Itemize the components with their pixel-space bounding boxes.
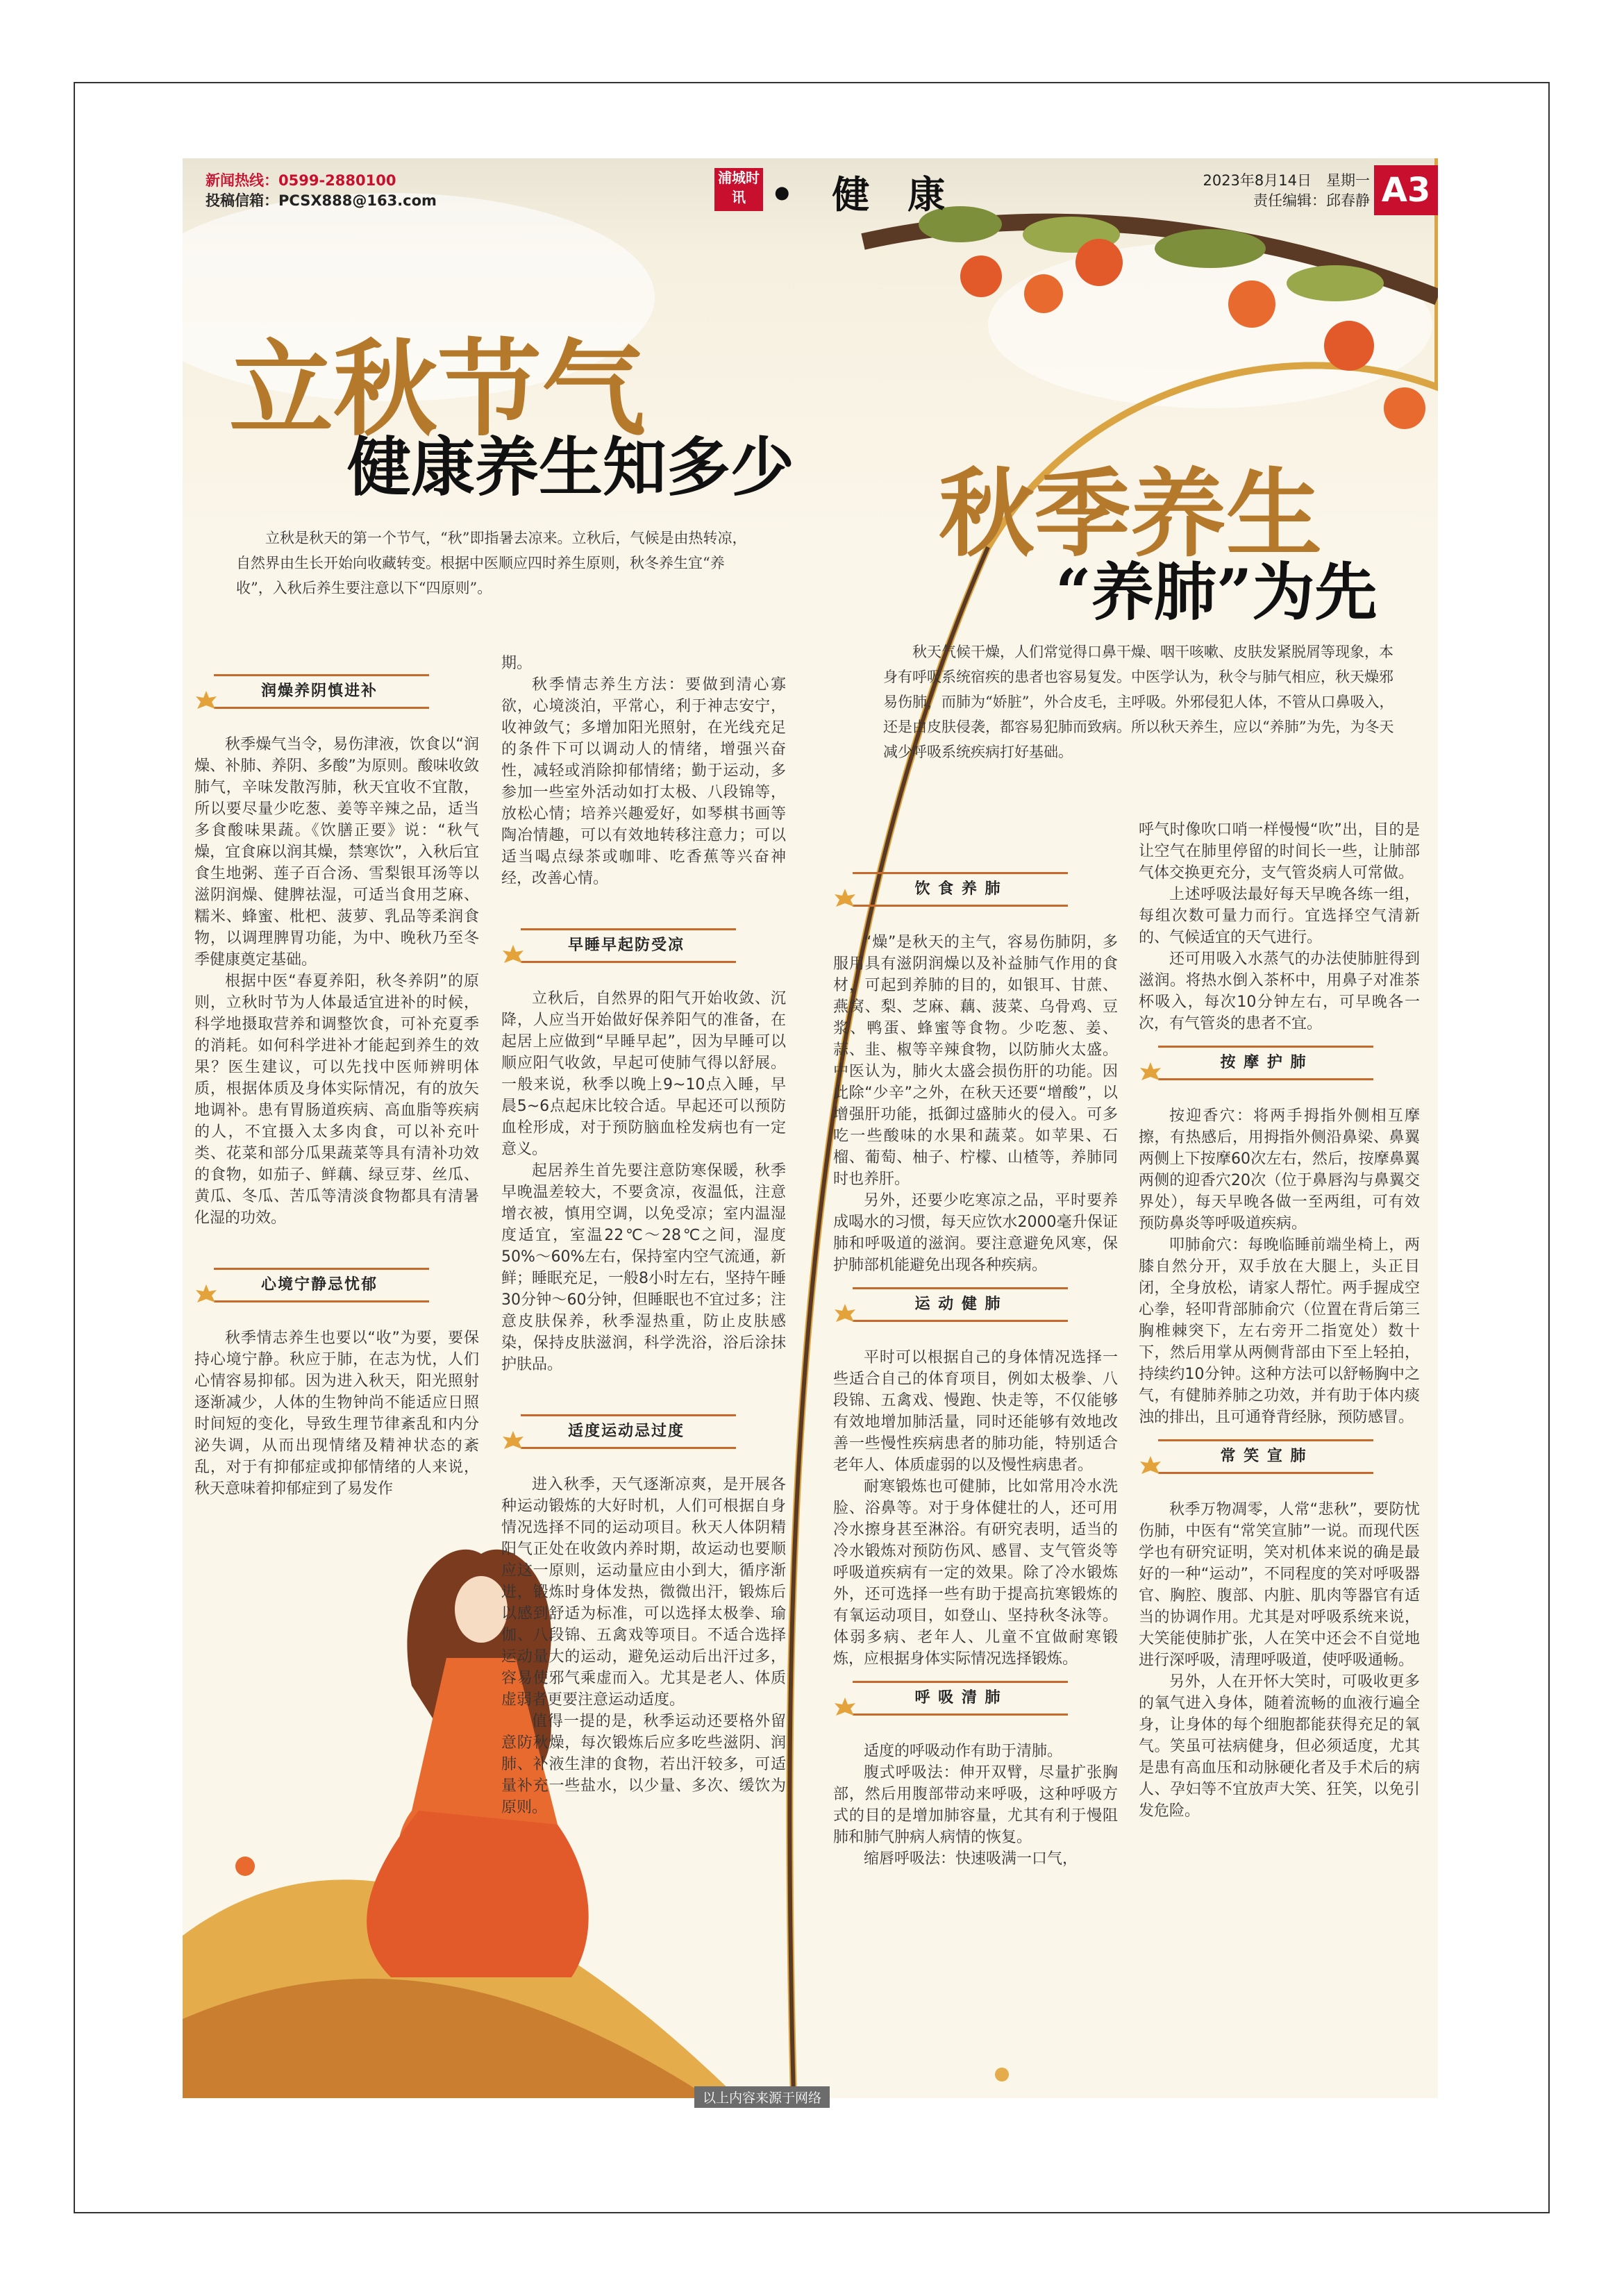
subheading-label: 心境宁静忌忧郁 — [260, 1276, 378, 1293]
paragraph: “燥”是秋天的主气，容易伤肺阴，多服用具有滋阴润燥以及补益肺气作用的食材，可起到养肺的目的，如银耳、甘蔗、燕窝、梨、芝麻、藕、菠菜、乌骨鸡、豆浆、鸭蛋、蜂蜜等食物。少吃葱、姜、蒜、韭、椒等辛辣食物，以防肺火太盛。中医认为，肺火太盛会损伤肝的功能。因此除“少辛”之外，在秋天还要“增酸”，以增强肝功能，抵御过盛肺火的侵入。可多吃一些酸味的水果和蔬菜。如苹果、石榴、葡萄、柚子、柠檬、山楂等，养肺同时也养肝。 — [833, 934, 1118, 1188]
subheading-label: 按 摩 护 肺 — [1220, 1054, 1307, 1071]
left-lead-paragraph: 立秋是秋天的第一个节气，“秋”即指暑去凉来。立秋后，气候是由热转凉，自然界由生长开始向收藏转变。根据中医顺应四时养生原则，秋冬养生宜“养收”，入秋后养生要注意以下“四原则”。 — [236, 530, 747, 596]
masthead-badge: 浦城时讯 — [714, 168, 763, 211]
paragraph: 秋季情志养生方法：要做到清心寡欲，心境淡泊，平常心，利于神志安宁，收神敛气；多增加阳光照射，在光线充足的条件下可以调动人的情绪，增强兴奋性，减轻或消除抑郁情绪；勤于运动，多参加一些室外活动如打太极、八段锦等，放松心情；培养兴趣爱好，如琴棋书画等陶冶情趣，可以有效地转移注意力；可以适当喝点绿茶或咖啡、吃香蕉等兴奋神经，改善心情。 — [501, 676, 786, 887]
left-subheadline: 健康养生知多少 — [347, 430, 795, 505]
paragraph: 耐寒锻炼也可健肺，比如常用冷水洗脸、浴鼻等。对于身体健壮的人，还可用冷水擦身甚至淋浴。有研究表明，适当的冷水锻炼对预防伤风、感冒、支气管炎等呼吸道疾病有一定的效果。除了冷水锻炼外，还可选择一些有助于提高抗寒锻炼的有氧运动项目，如登山、坚持秋冬泳等。体弱多病、老年人、儿童不宜做耐寒锻炼，应根据身体实际情况选择锻炼。 — [833, 1478, 1118, 1668]
subheading-label: 呼 吸 清 肺 — [914, 1689, 1002, 1707]
article-column-3 — [833, 861, 1118, 1870]
subheading-label: 适度运动忌过度 — [567, 1423, 685, 1440]
paragraph: 秋季燥气当令，易伤津液，饮食以“润燥、补肺、养阴、多酸”为原则。酸味收敛肺气，辛味发散泻肺，秋天宜收不宜散，所以要尽量少吃葱、姜等辛辣之品，适当多食酸味果蔬。《饮膳正要》说：“秋气燥，宜食麻以润其燥，禁寒饮”，入秋后宜食生地粥、莲子百合汤、雪梨银耳汤等以滋阴润燥、健脾祛湿，可适当食用芝麻、糯米、蜂蜜、枇杷、菠萝、乳品等柔润食物，以调理脾胃功能，为中、晚秋乃至冬季健康奠定基础。 — [194, 736, 479, 969]
leaf-decoration — [235, 1857, 255, 1876]
paragraph: 按迎香穴：将两手拇指外侧相互摩擦，有热感后，用拇指外侧沿鼻梁、鼻翼两侧上下按摩60次左右，然后，按摩鼻翼两侧的迎香穴20次（位于鼻唇沟与鼻翼交界处），每天早晚各做一至两组，可有效预防鼻炎等呼吸道疾病。 — [1139, 1107, 1420, 1232]
hotline-label: 新闻热线： — [206, 172, 278, 189]
paragraph: 另外，人在开怀大笑时，可吸收更多的氧气进入身体，随着流畅的血液行遍全身，让身体的每个细胞都能获得充足的氧气。笑虽可祛病健身，但必须适度，尤其是患有高血压和动脉硬化者及手术后的病人、孕妇等不宜放声大笑、狂笑，以免引发危险。 — [1139, 1673, 1420, 1820]
page-number: A3 — [1374, 165, 1438, 215]
subheading-label: 饮 食 养 肺 — [914, 880, 1002, 898]
email-address: PCSX888@163.com — [278, 192, 437, 209]
editor-name: 责任编辑：邱春静 — [1253, 192, 1370, 209]
maple-leaf-icon — [1139, 1455, 1162, 1478]
subheading — [833, 1681, 1118, 1721]
email-label: 投稿信箱： — [206, 192, 278, 209]
paragraph: 期。 — [501, 655, 533, 672]
maple-leaf-icon — [501, 944, 525, 967]
paragraph: 缩唇呼吸法：快速吸满一口气， — [864, 1850, 1078, 1868]
issue-date: 2023年8月14日 星期一 — [1203, 172, 1370, 189]
article-column-2 — [501, 653, 786, 1818]
paragraph: 另外，还要少吃寒凉之品，平时要养成喝水的习惯，每天应饮水2000毫升保证肺和呼吸道的滋润。要注意避免风寒，保护肺部机能避免出现各种疾病。 — [833, 1192, 1118, 1274]
subheading — [501, 928, 786, 969]
issue-info — [1203, 171, 1370, 211]
paragraph: 进入秋季，天气逐渐凉爽，是开展各种运动锻炼的大好时机，人们可根据自身情况选择不同的运动项目。秋天人体阴精阳气正处在收敛内养时期，故运动也要顺应这一原则，运动量应由小到大，循序渐进，锻炼时身体发热，微微出汗，锻炼后以感到舒适为标准，可以选择太极拳、瑜伽、八段锦、五禽戏等项目。不适合选择运动量大的运动，避免运动后出汗过多，容易使邪气乘虚而入。尤其是老人、体质虚弱者更要注意运动适度。 — [501, 1476, 786, 1709]
hotline-number: 0599-2880100 — [278, 172, 396, 189]
page-header — [183, 165, 1438, 215]
article-column-1 — [194, 663, 479, 1500]
subheading-label: 常 笑 宣 肺 — [1220, 1448, 1307, 1465]
left-headline: 立秋节气 — [229, 328, 646, 451]
paragraph: 上述呼吸法最好每天早晚各练一组，每组次数可量力而行。宜选择空气清新的、气候适宜的天气进行。 — [1139, 886, 1420, 946]
subheading — [833, 1287, 1118, 1327]
subheading — [1139, 1439, 1420, 1480]
subheading-label: 早睡早起防受凉 — [567, 937, 685, 954]
paragraph: 根据中医“春夏养阳，秋冬养阴”的原则，立秋时节为人体最适宜进补的时候，科学地摄取营养和调整饮食，可补充夏季的消耗。如何科学进补才能起到养生的效果？医生建议，可以先找中医师辨明体质，根据体质及身体实际情况，有的放矢地调补。患有胃肠道疾病、高血脂等疾病的人，不宜摄入太多肉食，可以补充叶类、花菜和部分瓜果蔬菜等具有清补功效的食物，如茄子、鲜藕、绿豆芽、丝瓜、黄瓜、冬瓜、苦瓜等清淡食物都具有清暑化湿的功效。 — [194, 973, 479, 1227]
subheading — [1139, 1046, 1420, 1086]
right-subheadline: “养肺”为先 — [1055, 555, 1378, 629]
maple-leaf-icon — [833, 1696, 857, 1720]
subheading — [501, 1414, 786, 1455]
paragraph: 值得一提的是，秋季运动还要格外留意防秋燥，每次锻炼后应多吃些滋阴、润肺、补液生津的食物，若出汗较多，可适量补充一些盐水，以少量、多次、缓饮为原则。 — [501, 1713, 786, 1816]
subheading-label: 润燥养阴慎进补 — [260, 682, 378, 700]
contact-info — [206, 171, 437, 211]
maple-leaf-icon — [194, 689, 218, 713]
paragraph: 立秋后，自然界的阳气开始收敛、沉降，人应当开始做好保养阳气的准备，在起居上应做到“早睡早起”，因为早睡可以顺应阳气收敛，早起可使肺气得以舒展。一般来说，秋季以晚上9~10点入睡，早晨5~6点起床比较合适。早起还可以预防血栓形成，对于预防脑血栓发病也有一定意义。 — [501, 990, 786, 1158]
paragraph: 腹式呼吸法：伸开双臂，尽量扩张胸部，然后用腹部带动来呼吸，这种呼吸方式的目的是增加肺容量，尤其有利于慢阻肺和肺气肿病人病情的恢复。 — [833, 1764, 1118, 1846]
article-column-4 — [1139, 819, 1420, 1822]
subheading-label: 运 动 健 肺 — [914, 1296, 1002, 1313]
section-title: • 健 康 — [770, 172, 958, 217]
maple-leaf-icon — [1139, 1061, 1162, 1084]
maple-leaf-icon — [501, 1430, 525, 1453]
right-headline: 秋季养生 — [939, 457, 1323, 570]
paragraph: 秋季情志养生也要以“收”为要，要保持心境宁静。秋应于肺，在志为忧，人们心情容易抑郁。因为进入秋天，阳光照射逐渐减少，人体的生物钟尚不能适应日照时间短的变化，导致生理节律紊乱和内分泌失调，从而出现情绪及精神状态的紊乱，对于有抑郁症或抑郁情绪的人来说，秋天意味着抑郁症到了易发作 — [194, 1330, 479, 1498]
paragraph: 叩肺俞穴：每晚临睡前端坐椅上，两膝自然分开，双手放在大腿上，头正目闭，全身放松，请家人帮忙。两手握成空心拳，轻叩背部肺俞穴（位置在背后第三胸椎棘突下，左右旁开二指宽处）数十下，然后用掌从两侧背部由下至上轻拍，持续约10分钟。这种方法可以舒畅胸中之气，有健肺养肺之功效，并有助于体内痰浊的排出，且可通脊背经脉，预防感冒。 — [1139, 1237, 1420, 1426]
paragraph: 适度的呼吸动作有助于清肺。 — [864, 1743, 1063, 1760]
leaf-decoration — [995, 2068, 1009, 2081]
subheading — [194, 1268, 479, 1308]
subheading — [194, 674, 479, 714]
paragraph: 平时可以根据自己的身体情况选择一些适合自己的体育项目，例如太极拳、八段锦、五禽戏、慢跑、快走等，不仅能够有效地增加肺活量，同时还能够有效地改善一些慢性疾病患者的肺功能，特别适合老年人、体质虚弱的以及慢性病患者。 — [833, 1349, 1118, 1474]
subheading — [833, 872, 1118, 912]
maple-leaf-icon — [194, 1283, 218, 1307]
maple-leaf-icon — [833, 887, 857, 911]
paragraph: 秋季万物凋零，人常“悲秋”，要防忧伤肺，中医有“常笑宣肺”一说。而现代医学也有研究证明，笑对机体来说的确是最好的一种“运动”，不同程度的笑对呼吸器官、胸腔、腹部、内脏、肌肉等器官有适当的协调作用。尤其是对呼吸系统来说，大笑能使肺扩张，人在笑中还会不自觉地进行深呼吸，清理呼吸道，使呼吸通畅。 — [1139, 1501, 1420, 1669]
paragraph: 呼气时像吹口哨一样慢慢“吹”出，目的是让空气在肺里停留的时间长一些，让肺部气体交换更充分，支气管炎病人可常做。 — [1139, 821, 1420, 882]
source-note: 以上内容来源于网络 — [694, 2086, 830, 2108]
maple-leaf-icon — [833, 1302, 857, 1326]
paragraph: 起居养生首先要注意防寒保暖，秋季早晚温差较大，不要贪凉，夜温低，注意增衣被，慎用空调，以免受凉；室内温湿度适宜，室温22℃～28℃之间，湿度50%～60%左右，保持室内空气流通，新鲜；睡眠充足，一般8小时左右，坚持午睡30分钟～60分钟，但睡眠也不宜过多；注意皮肤保养，秋季湿热重，防止皮肤感染，保持皮肤滋润，科学洗浴，浴后涂抹护肤品。 — [501, 1162, 786, 1373]
paragraph: 还可用吸入水蒸气的办法使肺脏得到滋润。将热水倒入茶杯中，用鼻子对准茶杯吸入，每次10分钟左右，可早晚各一次，有气管炎的患者不宜。 — [1139, 950, 1420, 1032]
right-lead-paragraph: 秋天气候干燥，人们常觉得口鼻干燥、咽干咳嗽、皮肤发紧脱屑等现象，本身有呼吸系统宿疾的患者也容易复发。中医学认为，秋令与肺气相应，秋天燥邪易伤肺，而肺为“娇脏”，外合皮毛，主呼吸。外邪侵犯人体，不管从口鼻吸入，还是由皮肤侵袭，都容易犯肺而致病。所以秋天养生，应以“养肺”为先，为冬天减少呼吸系统疾病打好基础。 — [883, 644, 1394, 760]
